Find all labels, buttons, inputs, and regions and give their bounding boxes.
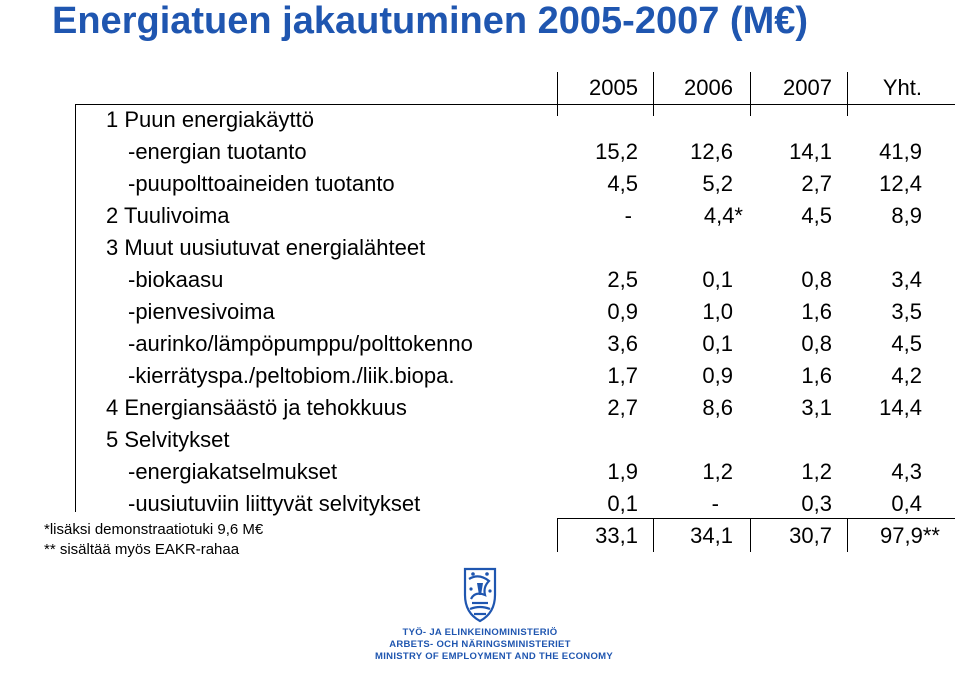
column-header-total: Yht.	[882, 75, 922, 100]
table-row	[0, 296, 960, 328]
value-2005: 0,1	[607, 491, 638, 516]
row-label: 2 Tuulivoima	[106, 203, 230, 228]
value-total: 4,5	[891, 331, 922, 356]
table-row	[0, 424, 960, 456]
value-2007: 14,1	[789, 139, 832, 164]
value-total: 3,5	[891, 299, 922, 324]
column-header-2006: 2006	[684, 75, 733, 100]
row-label: -pienvesivoima	[128, 299, 275, 324]
value-2006: 1,2	[702, 459, 733, 484]
table-row	[0, 488, 960, 520]
value-total: 41,9	[879, 139, 922, 164]
value-2006: 12,6	[690, 139, 733, 164]
value-2005: 0,9	[607, 299, 638, 324]
table-row	[0, 264, 960, 296]
value-total: 3,4	[891, 267, 922, 292]
value-2007: 4,5	[801, 203, 832, 228]
value-2007: 0,8	[801, 331, 832, 356]
value-2006: 5,2	[702, 171, 733, 196]
table-row	[0, 136, 960, 168]
page-title: Energiatuen jakautuminen 2005-2007 (M€)	[52, 0, 809, 42]
row-label: -uusiutuviin liittyvät selvitykset	[128, 491, 421, 516]
value-2005: 2,5	[607, 267, 638, 292]
ministry-logo	[375, 565, 613, 670]
value-2007: 1,2	[801, 459, 832, 484]
row-label: 1 Puun energiakäyttö	[106, 107, 314, 132]
value-2006: 0,9	[702, 363, 733, 388]
total-2007: 30,7	[789, 523, 832, 548]
row-label: -energian tuotanto	[128, 139, 307, 164]
total-2006: 34,1	[690, 523, 733, 548]
value-total: 4,2	[891, 363, 922, 388]
row-label: -biokaasu	[128, 267, 224, 292]
value-total: 0,4	[891, 491, 922, 516]
value-2006: 1,0	[702, 299, 733, 324]
row-label: -aurinko/lämpöpumppu/polttokenno	[128, 331, 473, 356]
value-2007: 2,7	[801, 171, 832, 196]
value-2006: 8,6	[702, 395, 733, 420]
table-row	[0, 392, 960, 424]
footnote-demonstration: *lisäksi demonstraatiotuki 9,6 M€	[44, 521, 264, 538]
table-row	[0, 104, 960, 136]
row-label: 3 Muut uusiutuvat energialähteet	[106, 235, 426, 260]
value-total: 4,3	[891, 459, 922, 484]
logo-line-fi: TYÖ- JA ELINKEINOMINISTERIÖ	[402, 627, 558, 638]
table-row	[0, 328, 960, 360]
value-2007: 0,8	[801, 267, 832, 292]
value-2006: -	[711, 491, 719, 516]
value-2005: 4,5	[607, 171, 638, 196]
table-row	[0, 456, 960, 488]
value-2006: 4,4*	[703, 203, 743, 228]
value-2007: 1,6	[801, 299, 832, 324]
value-2005: 2,7	[607, 395, 638, 420]
value-2006: 0,1	[702, 331, 733, 356]
table-row	[0, 360, 960, 392]
row-label: 5 Selvitykset	[106, 427, 230, 452]
total-2005: 33,1	[595, 523, 638, 548]
total-all: 97,9**	[880, 523, 940, 548]
row-label: -kierrätyspa./peltobiom./liik.biopa.	[128, 363, 455, 388]
value-2005: 15,2	[595, 139, 638, 164]
value-2005: 1,9	[607, 459, 638, 484]
value-total: 12,4	[879, 171, 922, 196]
logo-line-en: MINISTRY OF EMPLOYMENT AND THE ECONOMY	[375, 651, 613, 662]
footnote-eakr: ** sisältää myös EAKR-rahaa	[44, 541, 240, 558]
column-header-2005: 2005	[589, 75, 638, 100]
coat-of-arms-icon	[375, 565, 585, 625]
value-total: 14,4	[879, 395, 922, 420]
row-label: -puupolttoaineiden tuotanto	[128, 171, 395, 196]
row-label: -energiakatselmukset	[128, 459, 338, 484]
table-row	[0, 200, 960, 232]
value-2005: 1,7	[607, 363, 638, 388]
value-2005: -	[624, 203, 632, 228]
value-2007: 1,6	[801, 363, 832, 388]
table-row	[0, 232, 960, 264]
logo-line-sv: ARBETS- OCH NÄRINGSMINISTERIET	[389, 639, 571, 650]
row-label: 4 Energiansäästö ja tehokkuus	[106, 395, 407, 420]
value-2007: 0,3	[801, 491, 832, 516]
value-total: 8,9	[891, 203, 922, 228]
value-2006: 0,1	[702, 267, 733, 292]
column-header-2007: 2007	[783, 75, 832, 100]
value-2007: 3,1	[801, 395, 832, 420]
value-2005: 3,6	[607, 331, 638, 356]
table-row	[0, 168, 960, 200]
